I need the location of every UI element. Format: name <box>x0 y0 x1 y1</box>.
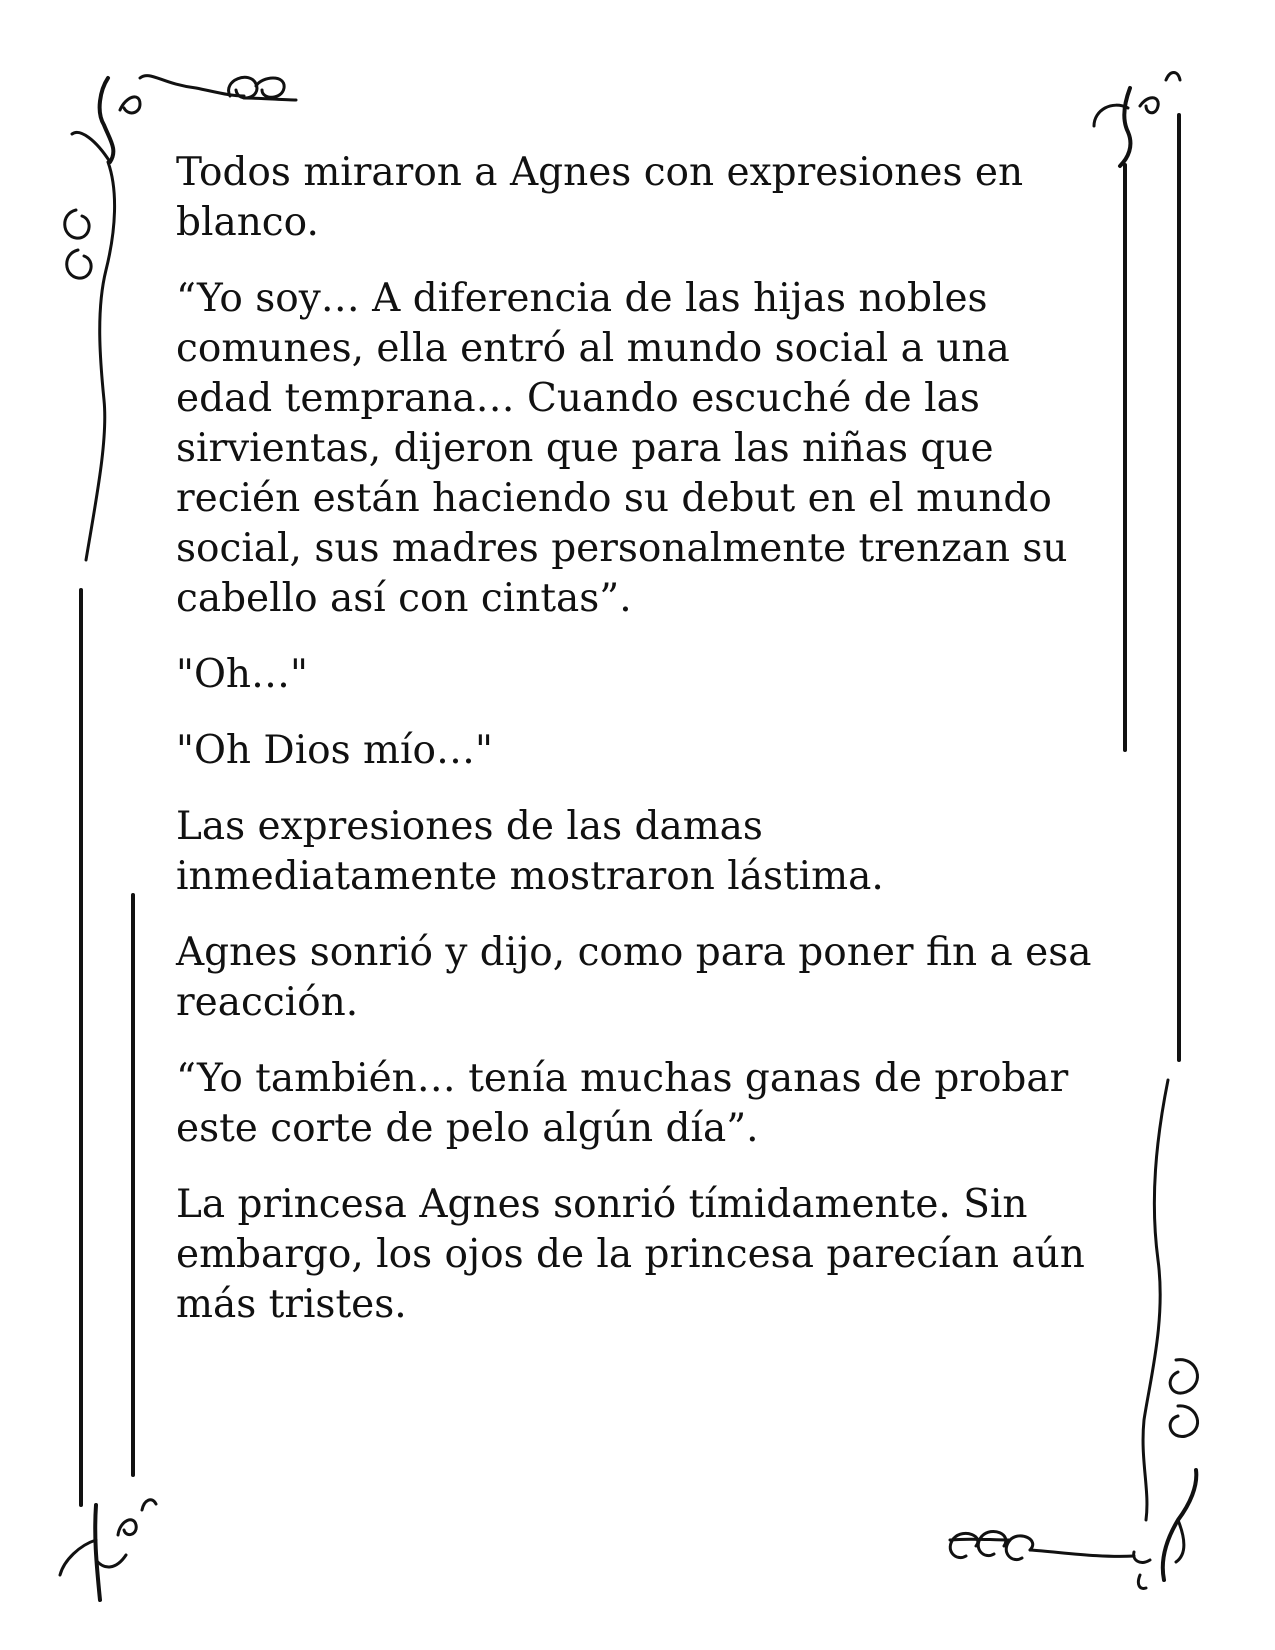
paragraph: Agnes sonrió y dijo, como para poner fin a esa reacción. <box>176 930 1092 1025</box>
paragraph: Las expresiones de las damas inmediatamente mostraron lástima. <box>176 804 884 899</box>
paragraph: Todos miraron a Agnes con expresiones en blanco. <box>176 150 1024 245</box>
paragraph: “Yo soy… A diferencia de las hijas nobles comunes, ella entró al mundo social a una edad temprana… Cuando escuché de las sirvientas, dijeron que para las niñas que recién están haciendo su debut en el mundo social, sus madres personalmente trenzan su cabello así con cintas”. <box>176 276 1068 621</box>
top-right-flourish-icon <box>1094 73 1180 167</box>
paragraph: "Oh Dios mío…" <box>176 728 493 773</box>
paragraph: "Oh…" <box>176 652 308 697</box>
paragraph: “Yo también… tenía muchas ganas de probar este corte de pelo algún día”. <box>176 1056 1069 1151</box>
document-body <box>176 148 1096 1356</box>
paragraph: La princesa Agnes sonrió tímidamente. Sin embargo, los ojos de la princesa parecían aún más tristes. <box>176 1182 1085 1327</box>
bottom-left-flourish-icon <box>60 1500 156 1600</box>
